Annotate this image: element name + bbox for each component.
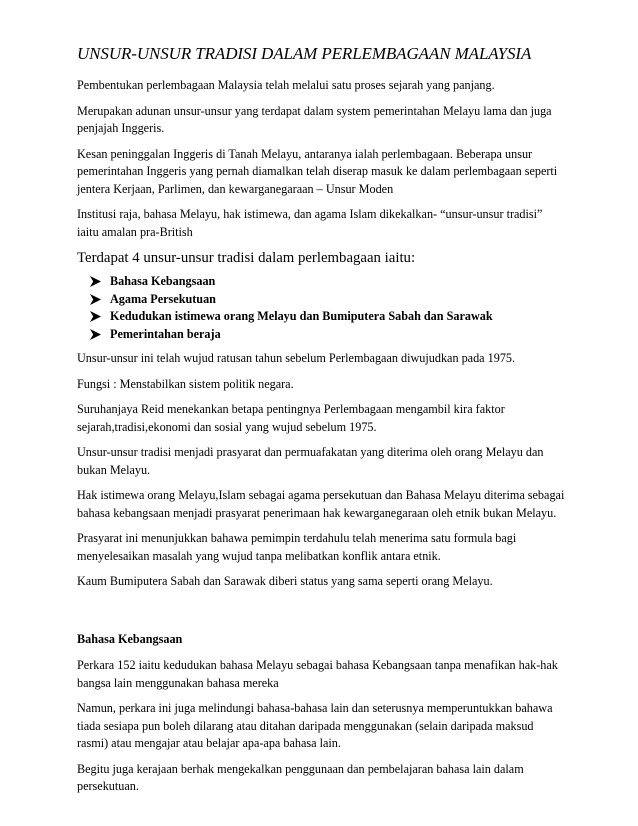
section-heading: Bahasa Kebangsaan — [77, 631, 183, 646]
body-paragraph: Unsur-unsur ini telah wujud ratusan tahun sebelum Perlembagaan diwujudkan pada 1975. — [77, 351, 516, 365]
body-paragraph: Fungsi : Menstabilkan sistem politik negara. — [77, 376, 294, 391]
arrowhead-bullet-icon — [90, 308, 110, 326]
intro-paragraph: Institusi raja, bahasa Melayu, hak istimewa, dan agama Islam dikekalkan- “unsur-unsur tradisi” iaitu amalan pra-British — [77, 207, 543, 239]
list-item — [90, 308, 567, 326]
intro-paragraph: Kesan peninggalan Inggeris di Tanah Melayu, antaranya ialah perlembagaan. Beberapa unsur pemerintahan Inggeris yang pernah diamalkan telah diserap masuk ke dalam perlembagaan seperti jentera Kerjaan, Parlimen, dan kewarganegaraan – Unsur Moden — [77, 146, 558, 196]
section-paragraph: Begitu juga kerajaan berhak mengekalkan penggunaan dan pembelajaran bahasa lain dalam persekutuan. — [77, 761, 524, 793]
list-item-label: Bahasa Kebangsaan — [110, 274, 216, 288]
document-content — [77, 44, 567, 804]
intro-paragraph: Pembentukan perlembagaan Malaysia telah melalui satu proses sejarah yang panjang. — [77, 78, 495, 92]
list-intro: Terdapat 4 unsur-unsur tradisi dalam perlembagaan iaitu: — [77, 250, 416, 266]
arrowhead-bullet-icon — [90, 273, 110, 291]
document-title: UNSUR-UNSUR TRADISI DALAM PERLEMBAGAAN MALAYSIA — [77, 44, 532, 63]
arrowhead-bullet-icon — [90, 291, 110, 309]
body-paragraph: Unsur-unsur tradisi menjadi prasyarat dan permuafakatan yang diterima oleh orang Melayu dan bukan Melayu. — [77, 445, 544, 477]
section-paragraph: Namun, perkara ini juga melindungi bahasa-bahasa lain dan seterusnya memperuntukkan bahawa tiada sesiapa pun boleh dilarang atau ditahan daripada menggunakan (selain daripada maksud rasmi) atau mengajar atau belajar apa-apa bahasa lain. — [77, 701, 553, 750]
traditional-elements-list — [90, 273, 567, 343]
list-item — [90, 326, 567, 344]
intro-paragraph: Merupakan adunan unsur-unsur yang terdapat dalam system pemerintahan Melayu lama dan juga penjajah Inggeris. — [77, 103, 552, 135]
arrowhead-bullet-icon — [90, 326, 110, 344]
list-item — [90, 291, 567, 309]
body-paragraph: Suruhanjaya Reid menekankan betapa pentingnya Perlembagaan mengambil kira faktor sejarah,tradisi,ekonomi dan sosial yang wujud sebelum 1975. — [77, 402, 505, 434]
list-item-label: Kedudukan istimewa orang Melayu dan Bumiputera Sabah dan Sarawak — [110, 309, 493, 323]
body-paragraph: Hak istimewa orang Melayu,Islam sebagai agama persekutuan dan Bahasa Melayu diterima sebagai bahasa kebangsaan menjadi prasyarat penerimaan hak kewarganegaraan oleh etnik bukan Melayu. — [77, 488, 565, 520]
list-item-label: Pemerintahan beraja — [110, 326, 221, 341]
body-paragraph: Kaum Bumiputera Sabah dan Sarawak diberi status yang sama seperti orang Melayu. — [77, 574, 493, 588]
section-paragraph: Perkara 152 iaitu kedudukan bahasa Melayu sebagai bahasa Kebangsaan tanpa menafikan hak-hak bangsa lain menggunakan bahasa mereka — [77, 658, 558, 690]
list-item-label: Agama Persekutuan — [110, 291, 216, 306]
body-paragraph: Prasyarat ini menunjukkan bahawa pemimpin terdahulu telah menerima satu formula bagi menyelesaikan masalah yang wujud tanpa melibatkan konflik antara etnik. — [77, 531, 517, 563]
list-item — [90, 273, 567, 291]
